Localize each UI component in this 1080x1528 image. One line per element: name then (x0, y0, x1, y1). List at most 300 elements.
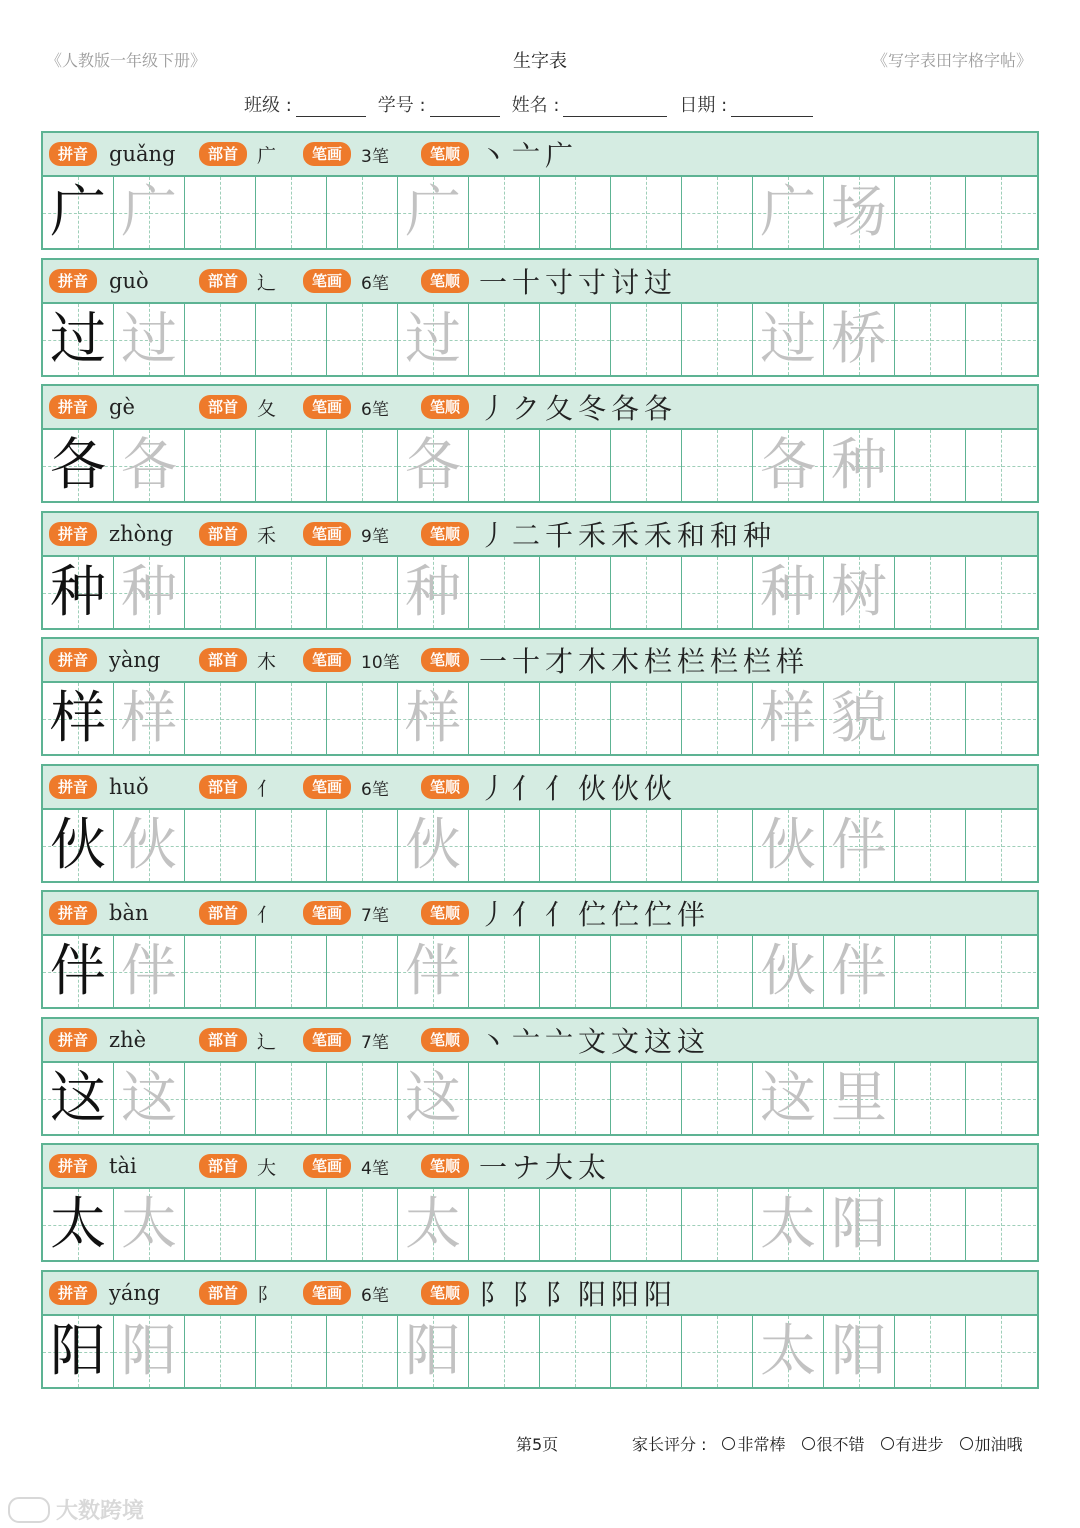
tianzige-cell[interactable] (397, 1316, 468, 1387)
word-trace-first: 伙 (760, 938, 816, 1004)
tianzige-cell[interactable] (326, 1316, 397, 1387)
tianzige-cell[interactable] (965, 936, 1036, 1007)
tianzige-cell[interactable] (113, 430, 184, 501)
tianzige-cell[interactable] (43, 1063, 113, 1134)
stroke-order-text: 丿ク夂冬各各 (479, 392, 678, 425)
word-trace-second: 种 (831, 432, 887, 498)
radical-text: 禾 (257, 524, 277, 547)
class-label: 班级 : (244, 95, 292, 116)
tianzige-cell[interactable] (539, 683, 610, 754)
trace-character: 伴 (121, 938, 177, 1004)
tianzige-cell[interactable] (610, 177, 681, 248)
character-block (41, 1143, 1039, 1260)
tianzige-cell[interactable] (326, 177, 397, 248)
pinyin-badge: 拼音 (49, 269, 97, 293)
tianzige-cell[interactable] (113, 1316, 184, 1387)
trace-character: 太 (121, 1191, 177, 1257)
model-character: 太 (50, 1191, 106, 1257)
tianzige-cell[interactable] (255, 936, 326, 1007)
pinyin-badge: 拼音 (49, 522, 97, 546)
tianzige-cell[interactable] (184, 683, 255, 754)
tianzige-cell[interactable] (752, 1063, 823, 1134)
rating-option-progress[interactable] (881, 1432, 944, 1455)
model-character: 这 (50, 1065, 106, 1131)
tianzige-cell[interactable] (823, 1316, 894, 1387)
tianzige-cell[interactable] (752, 683, 823, 754)
tianzige-cell[interactable] (539, 430, 610, 501)
character-block (41, 384, 1039, 501)
tianzige-cell[interactable] (326, 683, 397, 754)
character-block (41, 764, 1039, 881)
pinyin-text: zhè (109, 1028, 147, 1052)
trace-character: 各 (405, 432, 461, 498)
tianzige-cell[interactable] (681, 177, 752, 248)
tianzige-cell[interactable] (468, 177, 539, 248)
character-info-bar (41, 384, 1039, 430)
model-character: 种 (50, 559, 106, 625)
trace-character: 阳 (121, 1318, 177, 1384)
tianzige-cell[interactable] (894, 557, 965, 628)
pinyin-text: gè (109, 395, 135, 419)
tianzige-grid-row (41, 302, 1039, 377)
tianzige-cell[interactable] (43, 810, 113, 881)
radical-badge: 部首 (199, 1028, 247, 1052)
stroke-order-badge: 笔顺 (421, 395, 469, 419)
tianzige-grid-row (41, 934, 1039, 1009)
stroke-count: 10笔 (361, 652, 400, 673)
stroke-order-badge: 笔顺 (421, 1281, 469, 1305)
tianzige-cell[interactable] (610, 304, 681, 375)
tianzige-cell[interactable] (610, 810, 681, 881)
tianzige-cell[interactable] (326, 1189, 397, 1260)
tianzige-cell[interactable] (113, 810, 184, 881)
tianzige-cell[interactable] (113, 1189, 184, 1260)
tianzige-cell[interactable] (397, 304, 468, 375)
tianzige-cell[interactable] (823, 936, 894, 1007)
tianzige-cell[interactable] (326, 936, 397, 1007)
tianzige-cell[interactable] (965, 1063, 1036, 1134)
radical-text: 夂 (257, 397, 277, 420)
tianzige-cell[interactable] (894, 1063, 965, 1134)
tianzige-cell[interactable] (255, 430, 326, 501)
pinyin-badge: 拼音 (49, 395, 97, 419)
tianzige-cell[interactable] (681, 810, 752, 881)
word-trace-first: 过 (760, 306, 816, 372)
radical-badge: 部首 (199, 522, 247, 546)
tianzige-cell[interactable] (255, 177, 326, 248)
stroke-order-badge: 笔顺 (421, 142, 469, 166)
rating-option-label: 有进步 (895, 1435, 944, 1454)
tianzige-cell[interactable] (823, 430, 894, 501)
tianzige-cell[interactable] (397, 1063, 468, 1134)
tianzige-cell[interactable] (823, 557, 894, 628)
pinyin-text: bàn (109, 901, 149, 925)
stroke-order-text: 丶亠亠文文这这 (479, 1025, 711, 1058)
tianzige-cell[interactable] (681, 936, 752, 1007)
tianzige-cell[interactable] (43, 177, 113, 248)
page-number: 第5页 (516, 1435, 559, 1454)
tianzige-cell[interactable] (255, 1063, 326, 1134)
rating-option-good[interactable] (802, 1432, 865, 1455)
tianzige-cell[interactable] (184, 557, 255, 628)
stroke-order-text: 丿二千禾禾禾和和种 (479, 519, 777, 552)
tianzige-cell[interactable] (326, 1063, 397, 1134)
tianzige-grid-row (41, 555, 1039, 630)
strokes-badge: 笔画 (303, 269, 351, 293)
tianzige-cell[interactable] (539, 1063, 610, 1134)
tianzige-cell[interactable] (965, 1316, 1036, 1387)
tianzige-cell[interactable] (965, 430, 1036, 501)
tianzige-cell[interactable] (113, 683, 184, 754)
word-trace-second: 阳 (831, 1318, 887, 1384)
tianzige-cell[interactable] (965, 1189, 1036, 1260)
pinyin-text: tài (109, 1154, 137, 1178)
name-field (512, 91, 668, 117)
tianzige-cell[interactable] (610, 1316, 681, 1387)
stroke-order-text: 丿亻亻伫伫伫伴 (479, 898, 711, 931)
tianzige-cell[interactable] (965, 557, 1036, 628)
tianzige-cell[interactable] (681, 430, 752, 501)
trace-character: 过 (121, 306, 177, 372)
tianzige-cell[interactable] (255, 1189, 326, 1260)
radical-text: 木 (257, 650, 277, 673)
tianzige-cell[interactable] (43, 304, 113, 375)
tianzige-cell[interactable] (397, 936, 468, 1007)
tianzige-grid-row (41, 175, 1039, 250)
pinyin-badge: 拼音 (49, 1154, 97, 1178)
student-id-field (378, 91, 500, 117)
tianzige-cell[interactable] (894, 430, 965, 501)
watermark-logo-icon (8, 1497, 50, 1523)
tianzige-cell[interactable] (610, 430, 681, 501)
trace-character: 广 (405, 179, 461, 245)
tianzige-cell[interactable] (965, 177, 1036, 248)
tianzige-cell[interactable] (752, 557, 823, 628)
tianzige-cell[interactable] (752, 1189, 823, 1260)
tianzige-cell[interactable] (752, 430, 823, 501)
word-trace-first: 种 (760, 559, 816, 625)
tianzige-cell[interactable] (752, 936, 823, 1007)
stroke-order-badge: 笔顺 (421, 269, 469, 293)
strokes-badge: 笔画 (303, 142, 351, 166)
tianzige-cell[interactable] (113, 177, 184, 248)
trace-character: 这 (405, 1065, 461, 1131)
tianzige-cell[interactable] (610, 1189, 681, 1260)
character-info-bar (41, 1017, 1039, 1063)
pinyin-badge: 拼音 (49, 1028, 97, 1052)
pinyin-badge: 拼音 (49, 775, 97, 799)
tianzige-cell[interactable] (539, 1189, 610, 1260)
tianzige-cell[interactable] (965, 304, 1036, 375)
model-character: 伙 (50, 812, 106, 878)
radical-text: 大 (257, 1156, 277, 1179)
word-trace-second: 伴 (831, 812, 887, 878)
tianzige-grid-row (41, 1187, 1039, 1262)
character-block (41, 258, 1039, 375)
word-trace-first: 广 (760, 179, 816, 245)
stroke-count: 6笔 (361, 779, 389, 800)
tianzige-cell[interactable] (468, 1189, 539, 1260)
tianzige-cell[interactable] (610, 557, 681, 628)
header-right-note: 《写字表田字格字帖》 (871, 51, 1032, 70)
stroke-count: 7笔 (361, 905, 389, 926)
stroke-order-text: 丶亠广 (479, 139, 579, 172)
tianzige-cell[interactable] (894, 936, 965, 1007)
strokes-badge: 笔画 (303, 1281, 351, 1305)
tianzige-cell[interactable] (468, 557, 539, 628)
strokes-badge: 笔画 (303, 901, 351, 925)
tianzige-cell[interactable] (43, 936, 113, 1007)
tianzige-cell[interactable] (43, 557, 113, 628)
class-field (244, 91, 366, 117)
model-character: 过 (50, 306, 106, 372)
rating-option-keep-going[interactable] (960, 1432, 1023, 1455)
radical-badge: 部首 (199, 775, 247, 799)
tianzige-cell[interactable] (965, 810, 1036, 881)
tianzige-cell[interactable] (823, 810, 894, 881)
character-info-bar (41, 131, 1039, 177)
tianzige-cell[interactable] (184, 177, 255, 248)
stroke-order-badge: 笔顺 (421, 1028, 469, 1052)
tianzige-cell[interactable] (965, 683, 1036, 754)
trace-character: 过 (405, 306, 461, 372)
radical-badge: 部首 (199, 1281, 247, 1305)
trace-character: 种 (405, 559, 461, 625)
strokes-badge: 笔画 (303, 522, 351, 546)
strokes-badge: 笔画 (303, 1028, 351, 1052)
stroke-order-text: 阝阝阝阳阳阳 (479, 1278, 678, 1311)
tianzige-grid-row (41, 1314, 1039, 1389)
tianzige-cell[interactable] (184, 936, 255, 1007)
tianzige-cell[interactable] (184, 810, 255, 881)
tianzige-cell[interactable] (397, 177, 468, 248)
tianzige-cell[interactable] (894, 810, 965, 881)
radical-text: 阝 (257, 1283, 277, 1306)
date-field (679, 91, 813, 117)
character-block (41, 890, 1039, 1007)
character-info-bar (41, 637, 1039, 683)
trace-character: 伙 (121, 812, 177, 878)
student-info-row (244, 91, 825, 117)
strokes-badge: 笔画 (303, 395, 351, 419)
rating-label: 家长评分 : (632, 1435, 707, 1454)
tianzige-cell[interactable] (823, 1063, 894, 1134)
tianzige-cell[interactable] (539, 936, 610, 1007)
date-blank (731, 96, 813, 117)
tianzige-cell[interactable] (752, 810, 823, 881)
tianzige-cell[interactable] (184, 1316, 255, 1387)
tianzige-cell[interactable] (468, 1063, 539, 1134)
tianzige-cell[interactable] (113, 304, 184, 375)
circle-icon (722, 1437, 735, 1450)
tianzige-cell[interactable] (823, 1189, 894, 1260)
rating-option-label: 非常棒 (737, 1435, 786, 1454)
strokes-badge: 笔画 (303, 648, 351, 672)
tianzige-cell[interactable] (894, 1189, 965, 1260)
word-trace-second: 树 (831, 559, 887, 625)
tianzige-cell[interactable] (397, 430, 468, 501)
trace-character: 这 (121, 1065, 177, 1131)
trace-character: 伙 (405, 812, 461, 878)
model-character: 各 (50, 432, 106, 498)
circle-icon (881, 1437, 894, 1450)
trace-character: 各 (121, 432, 177, 498)
word-trace-first: 伙 (760, 812, 816, 878)
tianzige-cell[interactable] (468, 1316, 539, 1387)
stroke-count: 6笔 (361, 399, 389, 420)
tianzige-cell[interactable] (823, 683, 894, 754)
tianzige-cell[interactable] (681, 683, 752, 754)
parent-rating (632, 1432, 1023, 1455)
tianzige-cell[interactable] (468, 810, 539, 881)
circle-icon (802, 1437, 815, 1450)
character-info-bar (41, 1270, 1039, 1316)
tianzige-cell[interactable] (184, 1189, 255, 1260)
radical-text: 亻 (257, 777, 277, 800)
stroke-order-text: 一十寸寸讨过 (479, 266, 678, 299)
word-trace-second: 貌 (831, 685, 887, 751)
stroke-count: 6笔 (361, 273, 389, 294)
date-label: 日期 : (679, 95, 728, 116)
tianzige-cell[interactable] (610, 1063, 681, 1134)
tianzige-cell[interactable] (255, 557, 326, 628)
tianzige-cell[interactable] (113, 1063, 184, 1134)
tianzige-cell[interactable] (468, 936, 539, 1007)
stroke-count: 9笔 (361, 526, 389, 547)
page-title: 生字表 (513, 51, 567, 72)
tianzige-cell[interactable] (823, 177, 894, 248)
tianzige-cell[interactable] (113, 936, 184, 1007)
tianzige-cell[interactable] (255, 304, 326, 375)
stroke-order-text: 一ナ大太 (479, 1151, 612, 1184)
tianzige-cell[interactable] (468, 683, 539, 754)
tianzige-cell[interactable] (255, 1316, 326, 1387)
strokes-badge: 笔画 (303, 1154, 351, 1178)
rating-option-label: 很不错 (816, 1435, 865, 1454)
tianzige-cell[interactable] (326, 430, 397, 501)
tianzige-cell[interactable] (326, 304, 397, 375)
tianzige-cell[interactable] (539, 557, 610, 628)
tianzige-cell[interactable] (610, 683, 681, 754)
tianzige-cell[interactable] (397, 683, 468, 754)
trace-character: 阳 (405, 1318, 461, 1384)
tianzige-cell[interactable] (184, 1063, 255, 1134)
tianzige-cell[interactable] (752, 1316, 823, 1387)
tianzige-cell[interactable] (397, 810, 468, 881)
student-id-blank (430, 96, 500, 117)
tianzige-cell[interactable] (184, 430, 255, 501)
tianzige-cell[interactable] (681, 304, 752, 375)
character-info-bar (41, 511, 1039, 557)
tianzige-cell[interactable] (43, 1189, 113, 1260)
circle-icon (960, 1437, 973, 1450)
tianzige-cell[interactable] (894, 683, 965, 754)
character-block (41, 1017, 1039, 1134)
pinyin-text: yáng (109, 1281, 161, 1305)
stroke-count: 6笔 (361, 1285, 389, 1306)
character-block (41, 1270, 1039, 1387)
word-trace-second: 阳 (831, 1191, 887, 1257)
tianzige-cell[interactable] (681, 1316, 752, 1387)
tianzige-cell[interactable] (752, 177, 823, 248)
stroke-order-badge: 笔顺 (421, 648, 469, 672)
word-trace-second: 伴 (831, 938, 887, 1004)
trace-character: 样 (405, 685, 461, 751)
model-character: 阳 (50, 1318, 106, 1384)
tianzige-cell[interactable] (894, 177, 965, 248)
stroke-order-badge: 笔顺 (421, 901, 469, 925)
pinyin-badge: 拼音 (49, 901, 97, 925)
pinyin-text: huǒ (109, 775, 149, 799)
tianzige-cell[interactable] (539, 304, 610, 375)
tianzige-cell[interactable] (681, 1063, 752, 1134)
character-block (41, 511, 1039, 628)
model-character: 样 (50, 685, 106, 751)
student-id-label: 学号 : (377, 95, 426, 116)
tianzige-grid-row (41, 1061, 1039, 1136)
tianzige-cell[interactable] (468, 430, 539, 501)
tianzige-cell[interactable] (539, 1316, 610, 1387)
pinyin-text: guǎng (109, 142, 176, 166)
character-info-bar (41, 764, 1039, 810)
tianzige-cell[interactable] (681, 1189, 752, 1260)
tianzige-cell[interactable] (397, 557, 468, 628)
tianzige-cell[interactable] (43, 430, 113, 501)
stroke-count: 7笔 (361, 1032, 389, 1053)
radical-badge: 部首 (199, 269, 247, 293)
pinyin-badge: 拼音 (49, 142, 97, 166)
model-character: 广 (50, 179, 106, 245)
tianzige-cell[interactable] (894, 1316, 965, 1387)
model-character: 伴 (50, 938, 106, 1004)
tianzige-cell[interactable] (752, 304, 823, 375)
strokes-badge: 笔画 (303, 775, 351, 799)
stroke-order-badge: 笔顺 (421, 1154, 469, 1178)
tianzige-cell[interactable] (113, 557, 184, 628)
radical-text: 亻 (257, 903, 277, 926)
tianzige-cell[interactable] (468, 304, 539, 375)
tianzige-cell[interactable] (184, 304, 255, 375)
tianzige-cell[interactable] (681, 557, 752, 628)
word-trace-first: 样 (760, 685, 816, 751)
word-trace-first: 太 (760, 1191, 816, 1257)
tianzige-cell[interactable] (610, 936, 681, 1007)
tianzige-cell[interactable] (326, 810, 397, 881)
tianzige-cell[interactable] (255, 810, 326, 881)
tianzige-cell[interactable] (894, 304, 965, 375)
rating-option-excellent[interactable] (722, 1432, 785, 1455)
word-trace-second: 场 (831, 179, 887, 245)
tianzige-cell[interactable] (397, 1189, 468, 1260)
pinyin-text: guò (109, 269, 149, 293)
tianzige-cell[interactable] (43, 683, 113, 754)
stroke-order-badge: 笔顺 (421, 775, 469, 799)
tianzige-grid-row (41, 681, 1039, 756)
name-blank (563, 96, 667, 117)
pinyin-text: yàng (109, 648, 161, 672)
tianzige-cell[interactable] (539, 810, 610, 881)
tianzige-cell[interactable] (539, 177, 610, 248)
tianzige-cell[interactable] (43, 1316, 113, 1387)
tianzige-cell[interactable] (326, 557, 397, 628)
character-info-bar (41, 258, 1039, 304)
tianzige-cell[interactable] (255, 683, 326, 754)
stroke-count: 3笔 (361, 146, 389, 167)
character-info-bar (41, 890, 1039, 936)
tianzige-cell[interactable] (823, 304, 894, 375)
radical-text: 辶 (257, 271, 277, 294)
stroke-order-text: 一十才木木栏栏栏栏样 (479, 645, 810, 678)
